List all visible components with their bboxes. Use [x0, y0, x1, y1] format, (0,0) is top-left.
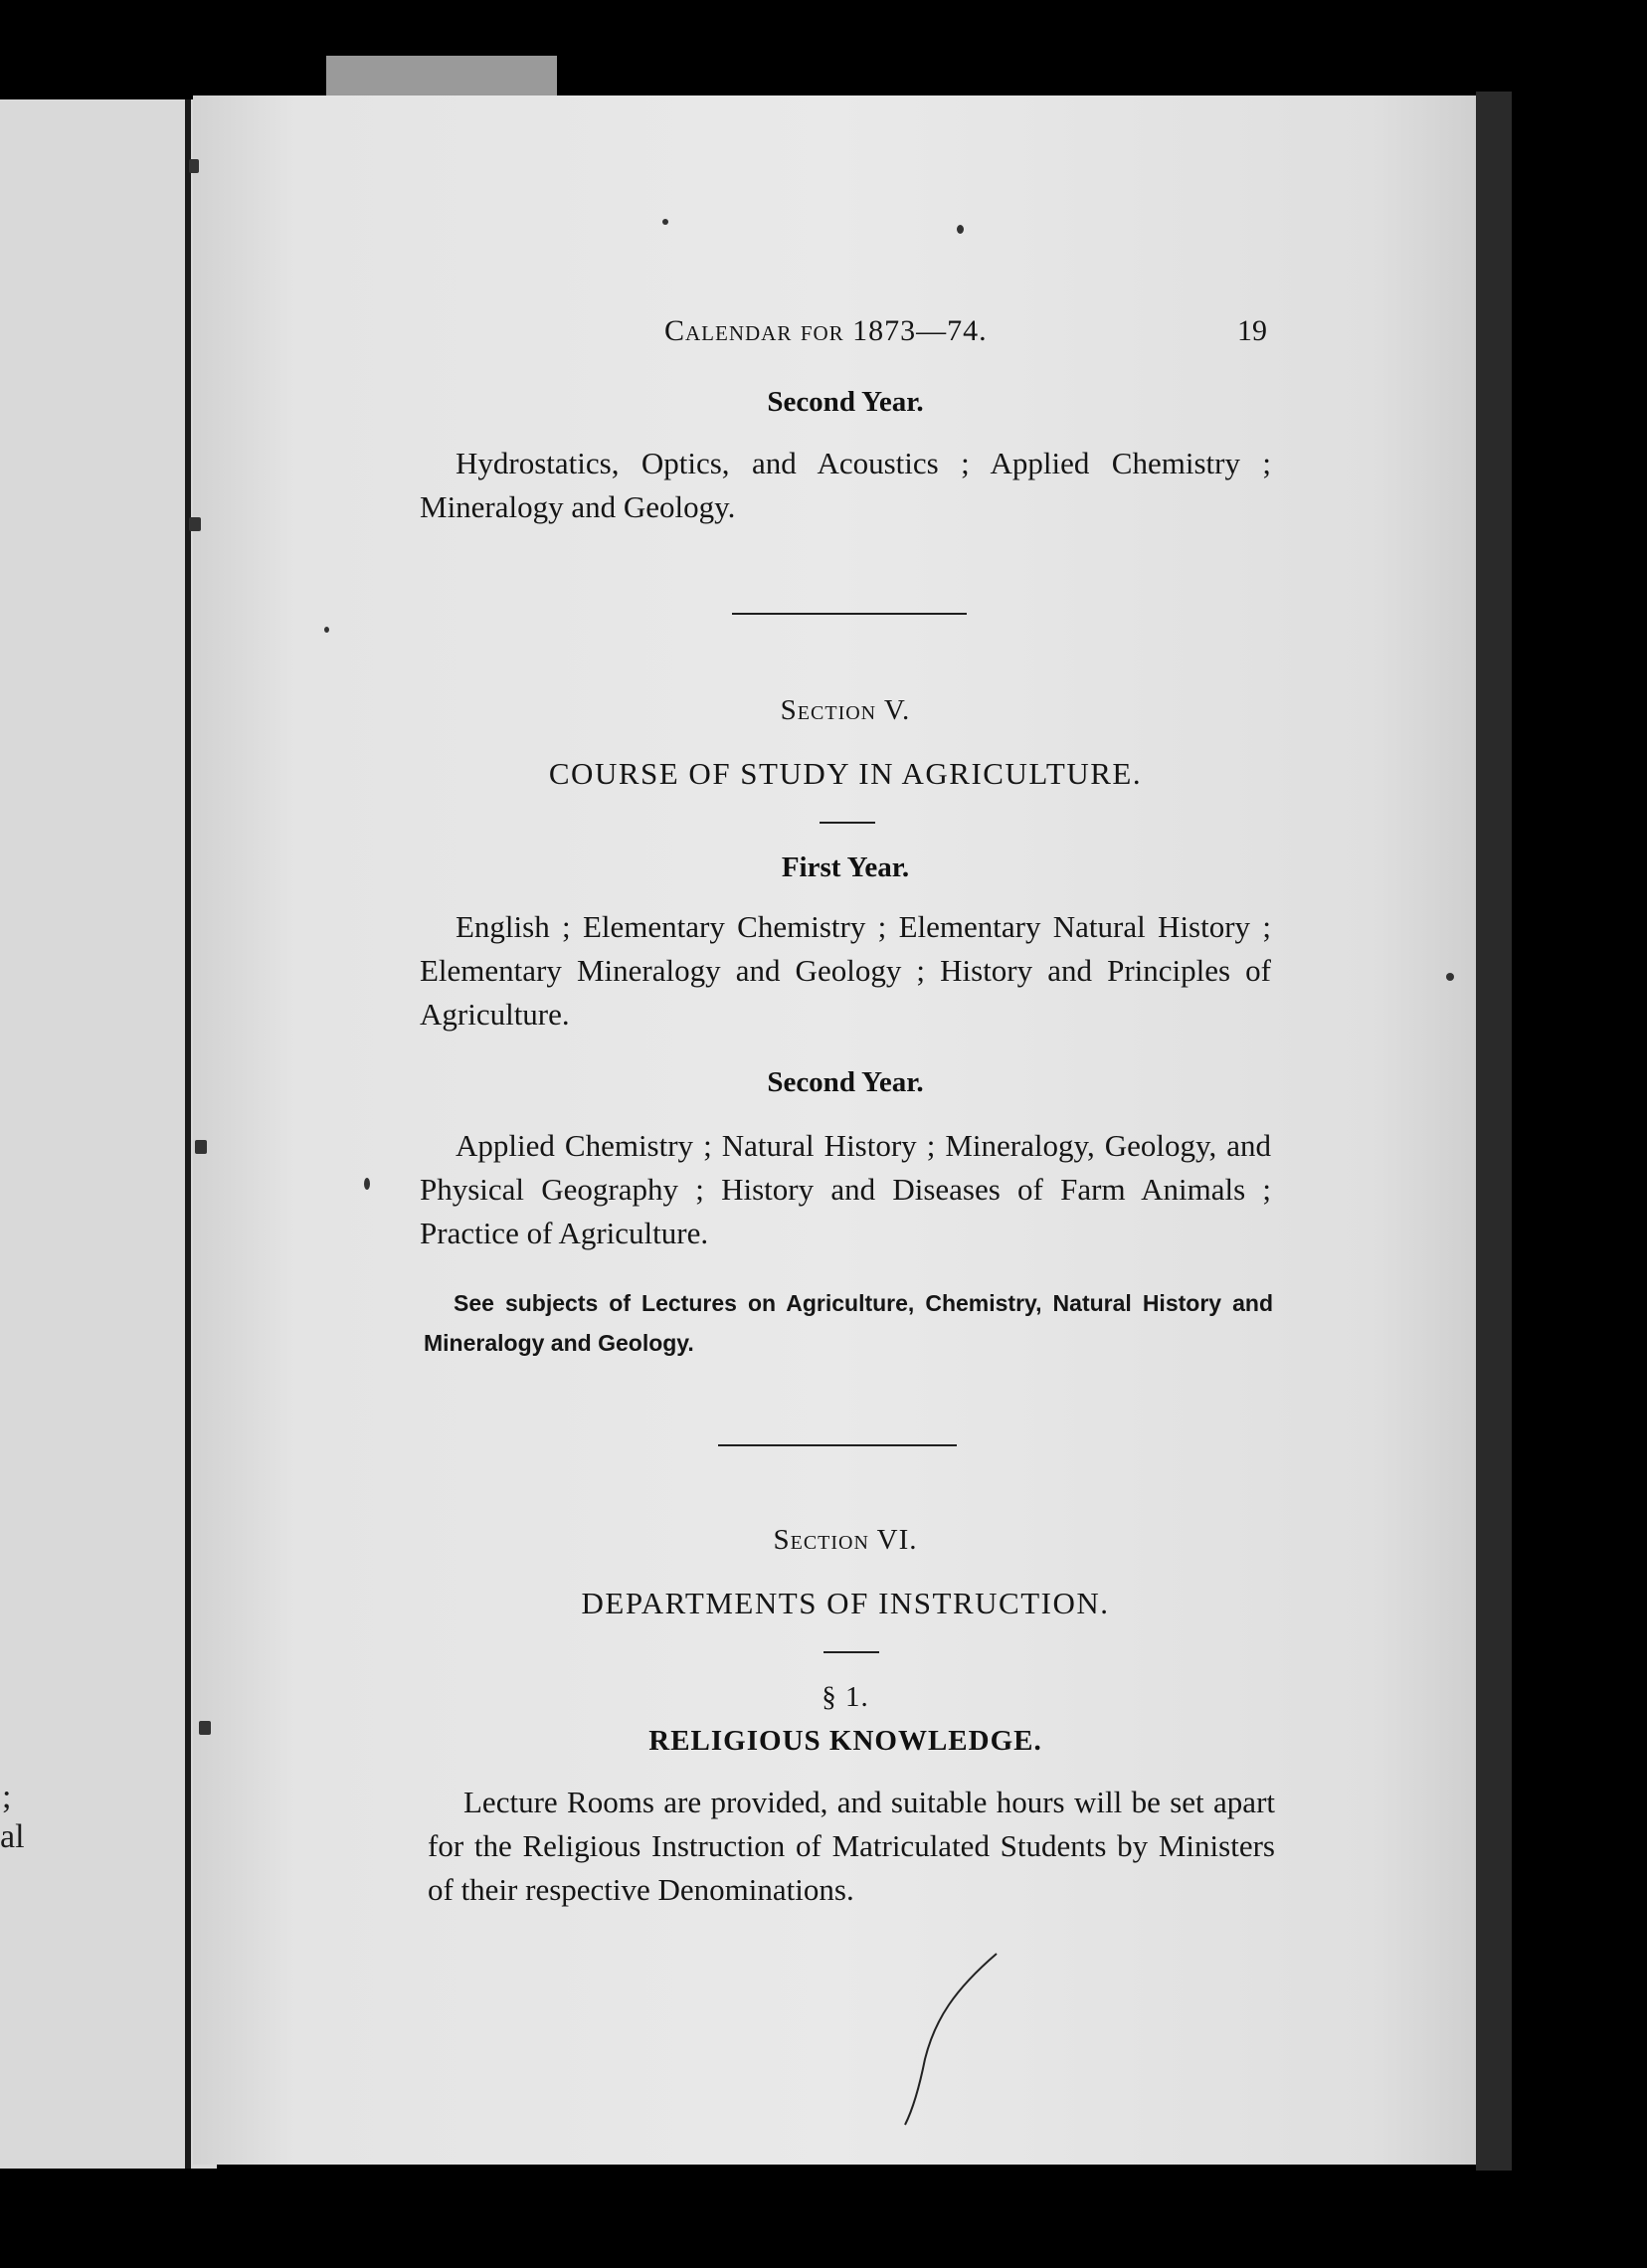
book-gutter — [185, 99, 191, 2169]
section-v-label: Section V. — [780, 694, 911, 726]
page-edge-shadow — [1476, 92, 1512, 2171]
gutter-mark — [189, 517, 201, 531]
religious-knowledge-body: Lecture Rooms are provided, and suitable hours will be set apart for the Religious Instruction of Matriculated Students by Ministers of their respective Denominations. — [428, 1785, 1275, 1907]
lectures-note: See subjects of Lectures on Agriculture, Chemistry, Natural History and Mineralogy and Geology. — [424, 1290, 1273, 1356]
section-divider — [732, 613, 967, 615]
second-year-body: Applied Chemistry ; Natural History ; Mineralogy, Geology, and Physical Geography ; History and Diseases of Farm Animals ; Practice of Agriculture. — [420, 1128, 1271, 1250]
scan-speck — [1446, 973, 1454, 981]
title-short-rule — [820, 822, 875, 824]
upper-second-year-heading: Second Year. — [767, 386, 924, 418]
scan-speck — [662, 219, 668, 225]
section-divider — [718, 1444, 957, 1446]
page-number: 19 — [1237, 314, 1267, 347]
section-vi-title: DEPARTMENTS OF INSTRUCTION. — [581, 1586, 1110, 1620]
second-year-heading: Second Year. — [767, 1066, 924, 1098]
scan-speck — [957, 225, 964, 234]
section-vi-label: Section VI. — [773, 1524, 918, 1556]
gutter-mark — [195, 1140, 207, 1154]
facing-page-fragment: al — [0, 1818, 25, 1855]
subsection-number: § 1. — [822, 1681, 869, 1713]
pen-stroke-mark — [875, 1950, 1014, 2129]
subsection-title: RELIGIOUS KNOWLEDGE. — [648, 1725, 1042, 1757]
title-short-rule — [824, 1651, 879, 1653]
running-header — [664, 314, 1267, 354]
upper-second-year-body: Hydrostatics, Optics, and Acoustics ; Applied Chemistry ; Mineralogy and Geology. — [420, 446, 1271, 524]
facing-page-fragment: ; — [2, 1779, 12, 1815]
scan-speck — [364, 1178, 370, 1190]
running-title: Calendar for 1873—74. — [664, 314, 988, 347]
section-v-title: COURSE OF STUDY IN AGRICULTURE. — [548, 756, 1143, 791]
gutter-mark — [199, 1721, 211, 1735]
first-year-heading: First Year. — [781, 851, 910, 883]
scan-speck — [324, 627, 329, 633]
gutter-mark — [189, 159, 199, 173]
first-year-body: English ; Elementary Chemistry ; Elementary Natural History ; Elementary Mineralogy and Geology ; History and Principles of Agriculture. — [420, 909, 1271, 1032]
